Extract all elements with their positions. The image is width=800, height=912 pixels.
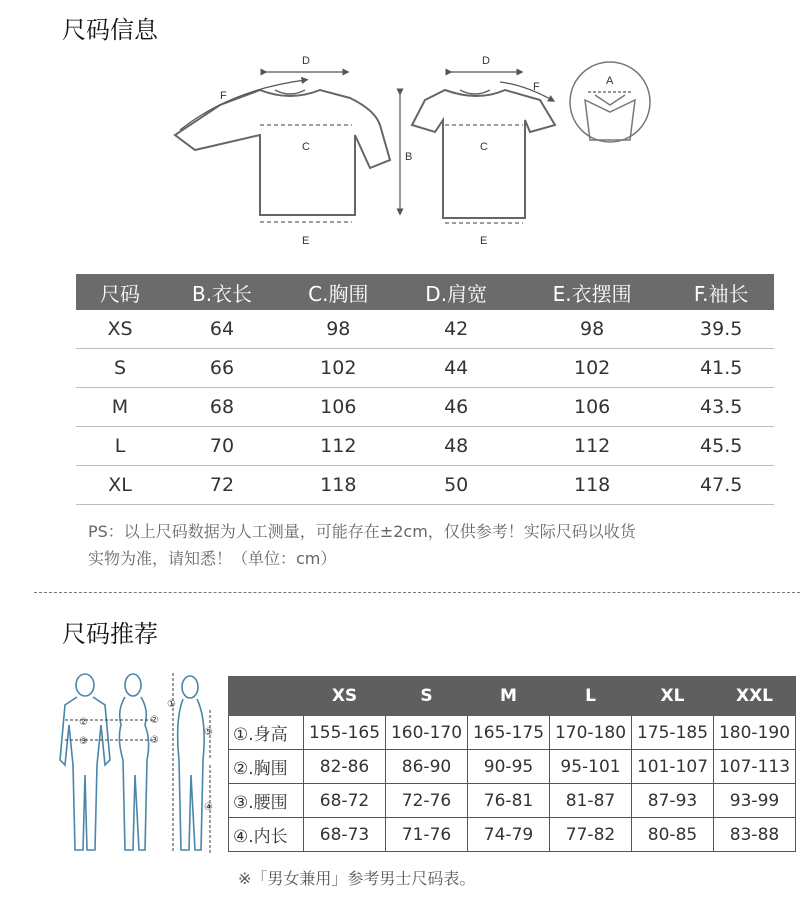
table-row — [229, 716, 796, 750]
cell: 118 — [280, 466, 397, 505]
size-recommend-table — [228, 676, 796, 852]
row-label-waist: ③.腰围 — [229, 784, 304, 818]
table-row — [76, 349, 774, 388]
back-body-figure-icon — [178, 676, 204, 850]
cell: XL — [76, 466, 164, 505]
cell: 107-113 — [714, 750, 796, 784]
cell: 72 — [164, 466, 280, 505]
cell: 98 — [516, 310, 669, 349]
marker-2-side: ② — [150, 715, 159, 726]
cell: 68-73 — [304, 818, 386, 852]
header-l: L — [550, 677, 632, 716]
note-line-2: 实物为准，请知悉！（单位：cm） — [88, 549, 337, 568]
cell: 83-88 — [714, 818, 796, 852]
cell: 102 — [516, 349, 669, 388]
header-xxl: XXL — [714, 677, 796, 716]
table-row — [229, 818, 796, 852]
table-row — [76, 388, 774, 427]
header-sleeve: F.袖长 — [668, 274, 774, 310]
cell: 50 — [397, 466, 516, 505]
cell: 70 — [164, 427, 280, 466]
row-label-inseam: ④.内长 — [229, 818, 304, 852]
header-m: M — [468, 677, 550, 716]
cell: 175-185 — [632, 716, 714, 750]
header-xs: XS — [304, 677, 386, 716]
cell: 95-101 — [550, 750, 632, 784]
short-sleeve-shirt-icon — [412, 90, 555, 218]
marker-3-side: ③ — [150, 735, 159, 746]
cell: 41.5 — [668, 349, 774, 388]
size-info-table — [76, 274, 774, 505]
cell: 93-99 — [714, 784, 796, 818]
long-sleeve-shirt-icon — [175, 90, 390, 215]
cell: 72-76 — [386, 784, 468, 818]
header-hem: E.衣摆围 — [516, 274, 669, 310]
size-table-header-row — [76, 274, 774, 310]
cell: 76-81 — [468, 784, 550, 818]
cell: XS — [76, 310, 164, 349]
table-row — [76, 427, 774, 466]
cell: 82-86 — [304, 750, 386, 784]
label-f: F — [220, 90, 227, 102]
cell: 46 — [397, 388, 516, 427]
header-size: 尺码 — [76, 274, 164, 310]
cell: 44 — [397, 349, 516, 388]
table-row — [229, 784, 796, 818]
label-a: A — [606, 75, 614, 87]
marker-2-front: ② — [79, 717, 88, 728]
cell: 101-107 — [632, 750, 714, 784]
cell: 48 — [397, 427, 516, 466]
cell: 47.5 — [668, 466, 774, 505]
cell: 170-180 — [550, 716, 632, 750]
marker-5: ⑤ — [204, 727, 213, 738]
cell: 102 — [280, 349, 397, 388]
cell: 106 — [280, 388, 397, 427]
cell: M — [76, 388, 164, 427]
rec-table-header-row — [229, 677, 796, 716]
row-label-height: ①.身高 — [229, 716, 304, 750]
label-d: D — [302, 55, 310, 67]
section-divider — [34, 592, 800, 593]
cell: 86-90 — [386, 750, 468, 784]
header-length: B.衣长 — [164, 274, 280, 310]
label-d2: D — [482, 55, 490, 67]
cell: 155-165 — [304, 716, 386, 750]
header-s: S — [386, 677, 468, 716]
cell: 68 — [164, 388, 280, 427]
cell: 81-87 — [550, 784, 632, 818]
cell: 77-82 — [550, 818, 632, 852]
cell: 165-175 — [468, 716, 550, 750]
cell: 68-72 — [304, 784, 386, 818]
marker-4: ④ — [204, 802, 213, 813]
label-b: B — [405, 151, 413, 163]
side-body-figure-icon — [119, 674, 148, 850]
header-xl: XL — [632, 677, 714, 716]
cell: 112 — [516, 427, 669, 466]
cell: S — [76, 349, 164, 388]
cell: 71-76 — [386, 818, 468, 852]
cell: 39.5 — [668, 310, 774, 349]
cell: 45.5 — [668, 427, 774, 466]
label-e: E — [302, 235, 310, 247]
cell: 112 — [280, 427, 397, 466]
cell: 74-79 — [468, 818, 550, 852]
cell: 43.5 — [668, 388, 774, 427]
note-line-1: PS：以上尺码数据为人工测量，可能存在±2cm，仅供参考！实际尺码以收货 — [88, 522, 636, 541]
cell: 160-170 — [386, 716, 468, 750]
header-blank — [229, 677, 304, 716]
garment-measurement-diagram — [160, 50, 660, 255]
size-recommend-title: 尺码推荐 — [62, 620, 158, 648]
size-info-title: 尺码信息 — [62, 16, 158, 44]
header-chest: C.胸围 — [280, 274, 397, 310]
cell: 106 — [516, 388, 669, 427]
row-label-chest: ②.胸围 — [229, 750, 304, 784]
label-f2: F — [533, 81, 540, 93]
front-body-figure-icon — [60, 674, 110, 850]
measurement-note — [88, 518, 768, 572]
unisex-footnote: ※「男女兼用」参考男士尺码表。 — [238, 869, 476, 888]
collar-detail-icon — [570, 62, 650, 142]
table-row — [76, 466, 774, 505]
cell: L — [76, 427, 164, 466]
cell: 66 — [164, 349, 280, 388]
label-c2: C — [480, 141, 488, 153]
cell: 180-190 — [714, 716, 796, 750]
cell: 64 — [164, 310, 280, 349]
label-c: C — [302, 141, 310, 153]
label-e2: E — [480, 235, 488, 247]
header-shoulder: D.肩宽 — [397, 274, 516, 310]
marker-3-front: ③ — [79, 736, 88, 747]
body-measurement-figures — [55, 665, 225, 860]
cell: 90-95 — [468, 750, 550, 784]
cell: 98 — [280, 310, 397, 349]
cell: 80-85 — [632, 818, 714, 852]
table-row — [76, 310, 774, 349]
cell: 118 — [516, 466, 669, 505]
cell: 42 — [397, 310, 516, 349]
marker-1: ① — [167, 699, 176, 710]
table-row — [229, 750, 796, 784]
cell: 87-93 — [632, 784, 714, 818]
